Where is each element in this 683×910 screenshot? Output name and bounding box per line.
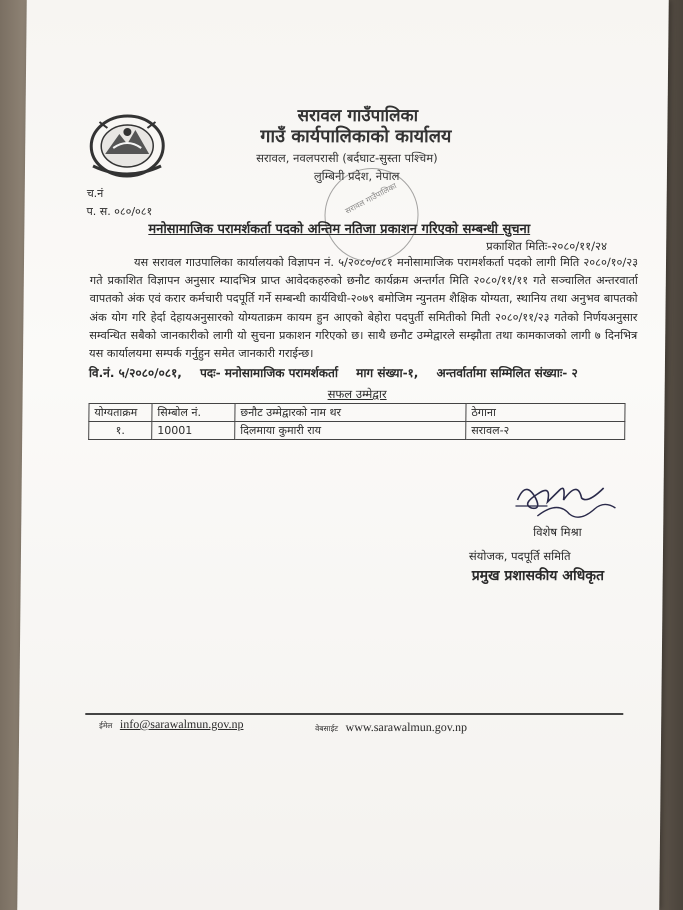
website-link[interactable]: www.sarawalmun.gov.np [345, 720, 468, 734]
email-label: ईमेल [99, 721, 113, 730]
table-header-row [89, 404, 625, 422]
footer-email [99, 717, 244, 732]
patra-sankhya: प. स. ०८०/०८१ [86, 205, 153, 218]
cell-name: दिलमाया कुमारी राय [235, 422, 466, 440]
interview-count: अन्तर्वार्तामा सम्मिलित संख्याः- २ [436, 366, 578, 380]
notice-body: यस सरावल गाउपालिका कार्यालयको विज्ञापन नं. ५/२०८०/०८१ मनोसामाजिक परामर्शकर्ता पदको लागी मिति २०८०/१०/२३ गते प्रकाशित विज्ञापन अनुसार म्यादभित्र प्राप्त आवेदकहरुको छनौट कार्यक्रम अन्तर्गत मिति २०८०/११/११ गते सञ्चालित अन्तरवार्ता वापतको अंक एवं करार कर्मचारी पदपूर्ति गर्ने सम्बन्धी कार्यविधी-२०७९ बमोजिम न्युनतम शैक्षिक योग्यता, स्थानिय तथा अनुभव बापतको अंक योग गरि हेर्दा देहायअनुसारको योग्यताक्रम कायम हुन आएको बेहोरा पदपुर्ती समितीको मिती २०८०/११/२३ गतेको निर्णयअनुसार सम्वन्धित सबैको जानकारीको लागी यो सुचना प्रकाशन गरिएको छ। साथै छनौट उम्मेद्वारले सम्झौता तथा कामकाजको लागी ७ दिनभित्र यस कार्यालयमा सम्पर्क गर्नुहुन समेत जानकारी गराईन्छ। [88, 256, 639, 361]
signatory-title: प्रमुख प्रशासकीय अधिकृत [471, 568, 605, 584]
header-office-title: गाउँ कार्यपालिकाको कार्यालय [260, 126, 452, 147]
cell-address: सरावल-२ [466, 422, 625, 440]
table-row [89, 422, 625, 440]
email-link[interactable]: info@sarawalmun.gov.np [119, 717, 244, 731]
government-emblem-icon [85, 108, 170, 184]
col-address: ठेगाना [466, 404, 625, 422]
cell-symbol: 10001 [152, 422, 235, 440]
successful-candidates-table [88, 403, 625, 440]
header-address: सरावल, नवलपरासी (बर्दघाट-सुस्ता पश्चिम) [256, 151, 438, 165]
notice-subject: मनोसामाजिक परामर्शकर्ता पदको अन्तिम नतिजा प्रकाशन गरिएको सम्बन्धी सुचना [148, 222, 531, 237]
col-symbol: सिम्बोल नं. [152, 404, 235, 422]
col-name: छनौट उम्मेद्वारको नाम थर [235, 404, 466, 422]
office-stamp [324, 168, 419, 262]
published-date: प्रकाशित मितिः-२०८०/११/२४ [486, 239, 608, 253]
cell-rank: १. [89, 422, 152, 440]
advertisement-number: वि.नं. ५/२०८०/०८१, [88, 366, 182, 380]
signatory-name: विशेष मिश्रा [533, 525, 582, 539]
footer-divider [85, 713, 623, 715]
stamp-text: सरावल गाउँपालिका [343, 181, 399, 216]
document-sheet [17, 0, 669, 910]
demand-count: माग संख्या-१, [356, 366, 419, 380]
footer-website [315, 720, 467, 735]
header-line-1: सरावल गाउँपालिका [297, 106, 419, 126]
header-province: लुम्बिनी प्रदेश, नेपाल [313, 169, 400, 183]
table-title: सफल उम्मेद्वार [327, 387, 387, 401]
handwritten-signature [507, 470, 628, 530]
col-rank: योग्यताक्रम [89, 404, 152, 422]
website-label: वेबसाईट [315, 724, 339, 733]
signatory-role: संयोजक, पदपूर्ति समिति [468, 549, 571, 563]
vacancy-info-row [89, 364, 592, 381]
post-name: पदः- मनोसामाजिक परामर्शकर्ता [199, 366, 339, 380]
chalani-number: च.नं [86, 187, 104, 200]
